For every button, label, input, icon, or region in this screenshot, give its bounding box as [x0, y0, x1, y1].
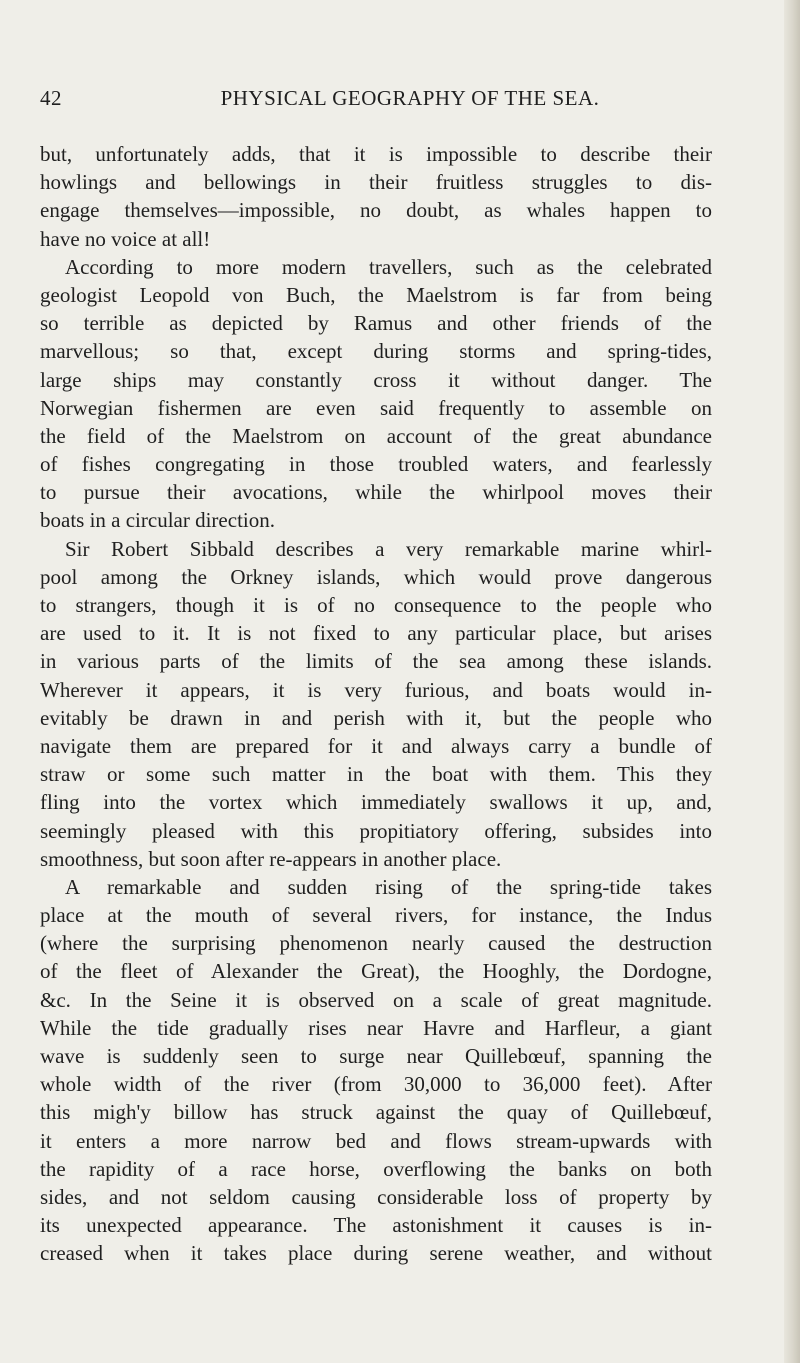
- text-line: creased when it takes place during serene weather, and without: [40, 1241, 712, 1266]
- page-edge-shadow: [784, 0, 800, 1363]
- text-line: to pursue their avocations, while the whirlpool moves their: [40, 480, 712, 505]
- text-line: fling into the vortex which immediately swallows it up, and,: [40, 790, 712, 815]
- text-line: the rapidity of a race horse, overflowing the banks on both: [40, 1156, 712, 1181]
- text-line: While the tide gradually rises near Havre and Harfleur, a giant: [40, 1015, 712, 1040]
- text-line: of the fleet of Alexander the Great), the Hooghly, the Dordogne,: [40, 959, 712, 984]
- running-head: [40, 86, 740, 116]
- page-number: 42: [40, 86, 62, 110]
- text-line: wave is suddenly seen to surge near Quillebœuf, spanning the: [40, 1044, 712, 1068]
- text-line: of fishes congregating in those troubled waters, and fearlessly: [40, 452, 712, 477]
- text-line: &c. In the Seine it is observed on a scale of great magnitude.: [40, 987, 712, 1012]
- text-line: so terrible as depicted by Ramus and other friends of the: [40, 311, 712, 336]
- text-line: According to more modern travellers, such as the celebrated: [65, 254, 712, 279]
- text-line: evitably be drawn in and perish with it, but the people who: [40, 705, 712, 730]
- text-line: straw or some such matter in the boat with them. This they: [40, 762, 712, 787]
- text-line: it enters a more narrow bed and flows stream-upwards with: [40, 1128, 712, 1153]
- text-line: large ships may constantly cross it without danger. The: [40, 367, 712, 392]
- text-line: but, unfortunately adds, that it is impossible to describe their: [40, 142, 712, 166]
- text-line: are used to it. It is not fixed to any particular place, but arises: [40, 621, 712, 646]
- text-line: in various parts of the limits of the sea among these islands.: [40, 649, 712, 674]
- text-line: have no voice at all!: [40, 226, 211, 251]
- text-line: A remarkable and sudden rising of the spring-tide takes: [65, 874, 712, 899]
- text-line: sides, and not seldom causing considerable loss of property by: [40, 1184, 712, 1209]
- text-line: this migh'y billow has struck against the quay of Quillebœuf,: [40, 1100, 712, 1125]
- text-line: pool among the Orkney islands, which would prove dangerous: [40, 564, 712, 589]
- body-text: [40, 140, 712, 1268]
- text-line: geologist Leopold von Buch, the Maelstrom is far from being: [40, 282, 712, 307]
- text-line: Sir Robert Sibbald describes a very remarkable marine whirl-: [65, 536, 712, 561]
- text-line: smoothness, but soon after re-appears in another place.: [40, 846, 502, 871]
- text-line: the field of the Maelstrom on account of the great abundance: [40, 423, 712, 448]
- text-line: whole width of the river (from 30,000 to 36,000 feet). After: [40, 1072, 712, 1097]
- text-line: (where the surprising phenomenon nearly caused the destruction: [40, 931, 712, 956]
- text-line: to strangers, though it is of no consequence to the people who: [40, 593, 712, 617]
- text-line: marvellous; so that, except during storms and spring-tides,: [40, 339, 712, 364]
- text-line: engage themselves—impossible, no doubt, as whales happen to: [40, 198, 712, 223]
- text-line: its unexpected appearance. The astonishment it causes is in-: [40, 1213, 712, 1238]
- text-line: howlings and bellowings in their fruitless struggles to dis-: [40, 170, 712, 195]
- text-line: Wherever it appears, it is very furious, and boats would in-: [40, 677, 712, 702]
- text-line: boats in a circular direction.: [40, 508, 275, 533]
- text-line: Norwegian fishermen are even said frequently to assemble on: [40, 395, 712, 420]
- text-line: navigate them are prepared for it and always carry a bundle of: [40, 733, 712, 758]
- text-line: seemingly pleased with this propitiatory offering, subsides into: [40, 818, 712, 843]
- text-line: place at the mouth of several rivers, for instance, the Indus: [40, 903, 712, 928]
- running-title: PHYSICAL GEOGRAPHY OF THE SEA.: [220, 86, 600, 110]
